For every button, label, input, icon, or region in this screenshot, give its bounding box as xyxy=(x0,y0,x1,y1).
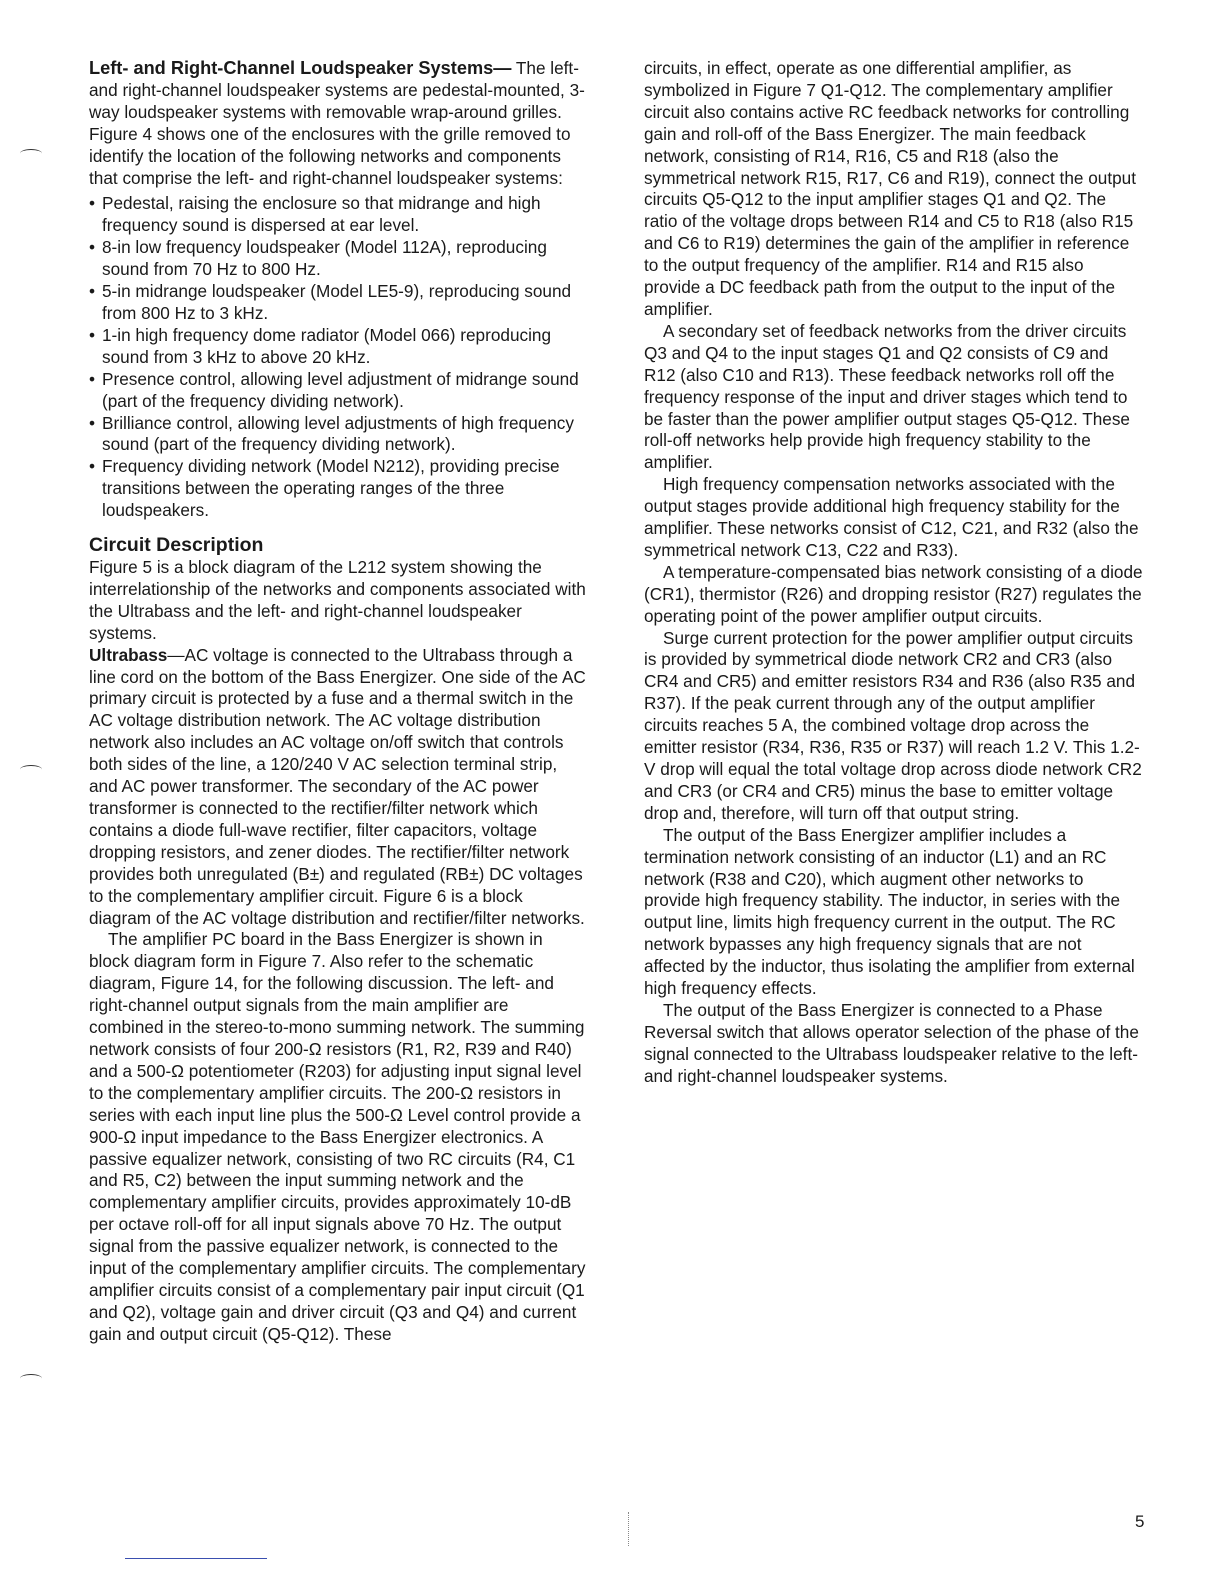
body-paragraph: A temperature-compensated bias network consisting of a diode (CR1), thermistor (R26) and dropping resistor (R27) regulates the operating point of the power amplifier output circuits. xyxy=(644,561,1143,626)
right-column xyxy=(644,58,1144,1088)
binder-hole-mark xyxy=(20,765,42,774)
speaker-systems-heading: Left- and Right-Channel Loudspeaker Systems— xyxy=(89,58,512,78)
page-number: 5 xyxy=(1135,1512,1145,1531)
list-item: • Presence control, allowing level adjustment of midrange sound (part of the frequency dividing network). xyxy=(89,369,587,413)
list-item: • Frequency dividing network (Model N212), providing precise transitions between the operating ranges of the three loudspeakers. xyxy=(89,456,587,522)
circuit-description-heading: Circuit Description xyxy=(89,534,264,557)
left-column xyxy=(89,58,587,1346)
ultrabass-paragraph xyxy=(89,645,587,930)
body-paragraph: circuits, in effect, operate as one differential amplifier, as symbolized in Figure 7 Q1-Q12. The complementary amplifier circuit also contains active RC feedback networks for controlling gain and roll-off of the Bass Energizer. The main feedback network, consisting of R14, R16, C5 and R18 (also the symmetrical network R15, R17, C6 and R19), connect the output circuits Q5-Q12 to the input amplifier stages Q1 and Q2. The ratio of the voltage drops between R14 and C5 to R18 (also R15 and C6 to R19) determines the gain of the amplifier in reference to the output frequency of the amplifier. R14 and R15 also provide a DC feedback path from the output to the input of the amplifier. xyxy=(644,58,1136,319)
speaker-systems-intro: The left- and right-channel loudspeaker systems are pedestal-mounted, 3-way loudspeaker systems with removable wrap-around grilles. Figure 4 shows one of the enclosures with the grille removed to identify the location of the following networks and components that comprise the left- and right-channel loudspeaker systems: xyxy=(89,58,585,188)
binder-hole-mark xyxy=(20,1374,42,1383)
ultrabass-label: Ultrabass xyxy=(89,644,168,665)
speaker-components-list xyxy=(89,193,587,522)
ultrabass-text: —AC voltage is connected to the Ultrabass through a line cord on the bottom of the Bass Energizer. One side of the AC primary circuit is protected by a fuse and a thermal switch in the AC voltage distribution network. The AC voltage distribution network also includes an AC voltage on/off switch that controls both sides of the line, a 120/240 V AC selection terminal strip, and AC power transformer. The secondary of the AC power transformer is connected to the rectifier/filter network which contains a diode full-wave rectifier, filter capacitors, voltage dropping resistors, and zener diodes. The rectifier/filter network provides both unregulated (B±) and regulated (RB±) DC voltages to the complementary amplifier circuit. Figure 6 is a block diagram of the AC voltage distribution and rectifier/filter networks. xyxy=(89,644,586,928)
body-paragraph: The output of the Bass Energizer is connected to a Phase Reversal switch that allows operator selection of the phase of the signal connected to the Ultrabass loudspeaker relative to the left- and right-channel loudspeaker systems. xyxy=(644,999,1139,1086)
speaker-systems-paragraph xyxy=(89,58,587,189)
circuit-description-intro: Figure 5 is a block diagram of the L212 system showing the interrelationship of the networks and components associated with the Ultrabass and the left- and right-channel loudspeaker systems. xyxy=(89,557,586,643)
body-paragraph: The output of the Bass Energizer amplifier includes a termination network consisting of an inductor (L1) and an RC network (R38 and C20), which augment other networks to provide high frequency stability. The inductor, in series with the output line, limits high frequency current in the output. The RC network bypasses any high frequency signals that are not affected by the inductor, thus isolating the amplifier from external high frequency effects. xyxy=(644,824,1135,999)
body-paragraph: A secondary set of feedback networks from the driver circuits Q3 and Q4 to the input stages Q1 and Q2 consists of C9 and R12 (also C10 and R13). These feedback networks roll off the frequency response of the input and driver stages which tend to be faster than the power amplifier output stages Q5-Q12. These roll-off networks help provide high frequency stability to the amplifier. xyxy=(644,320,1130,473)
list-item: • 5-in midrange loudspeaker (Model LE5-9), reproducing sound from 800 Hz to 3 kHz. xyxy=(89,281,587,325)
list-item: • Brilliance control, allowing level adjustments of high frequency sound (part of the frequency dividing network). xyxy=(89,413,587,457)
body-paragraph: High frequency compensation networks associated with the output stages provide additional high frequency stability for the amplifier. These networks consist of C12, C21, and R32 (also the symmetrical network C13, C22 and R33). xyxy=(644,474,1139,560)
binder-hole-mark xyxy=(20,149,42,158)
list-item: • Pedestal, raising the enclosure so that midrange and high frequency sound is dispersed at ear level. xyxy=(89,193,587,237)
list-item: • 8-in low frequency loudspeaker (Model 112A), reproducing sound from 70 Hz to 800 Hz. xyxy=(89,237,587,281)
amplifier-board-paragraph: The amplifier PC board in the Bass Energizer is shown in block diagram form in Figure 7. Also refer to the schematic diagram, Figure 14, for the following discussion. The left- and right-channel output signals from the main amplifier are combined in the stereo-to-mono summing network. The summing network consists of four 200-Ω resistors (R1, R2, R39 and R40) and a 500-Ω potentiometer (R203) for adjusting input signal level to the complementary amplifier circuits. The 200-Ω resistors in series with each input line plus the 500-Ω Level control provide a 900-Ω input impedance to the Bass Energizer electronics. A passive equalizer network, consisting of two RC circuits (R4, C1 and R5, C2) between the input summing network and the complementary amplifier circuits, provides approximately 10-dB per octave roll-off for all input signals above 70 Hz. The output signal from the passive equalizer network, is connected to the input of the complementary amplifier circuits. The complementary amplifier circuits consist of a complementary pair input circuit (Q1 and Q2), voltage gain and driver circuit (Q3 and Q4) and current gain and output circuit (Q5-Q12). These xyxy=(89,929,586,1344)
list-item: • 1-in high frequency dome radiator (Model 066) reproducing sound from 3 kHz to above 20 kHz. xyxy=(89,325,587,369)
body-paragraph: Surge current protection for the power amplifier output circuits is provided by symmetrical diode network CR2 and CR3 (also CR4 and CR5) and emitter resistors R34 and R36 (also R35 and R37). If the peak current through any of the output amplifier circuits reaches 5 A, the combined voltage drop across the emitter resistor (R34, R36, R35 or R37) will reach 1.2 V. This 1.2-V drop will equal the total voltage drop across diode network CR2 and CR3 (or CR4 and CR5) minus the base to emitter voltage drop and, therefore, will turn off that output string. xyxy=(644,627,1142,823)
footer-rule xyxy=(125,1558,267,1559)
scan-artifact xyxy=(628,1512,630,1546)
